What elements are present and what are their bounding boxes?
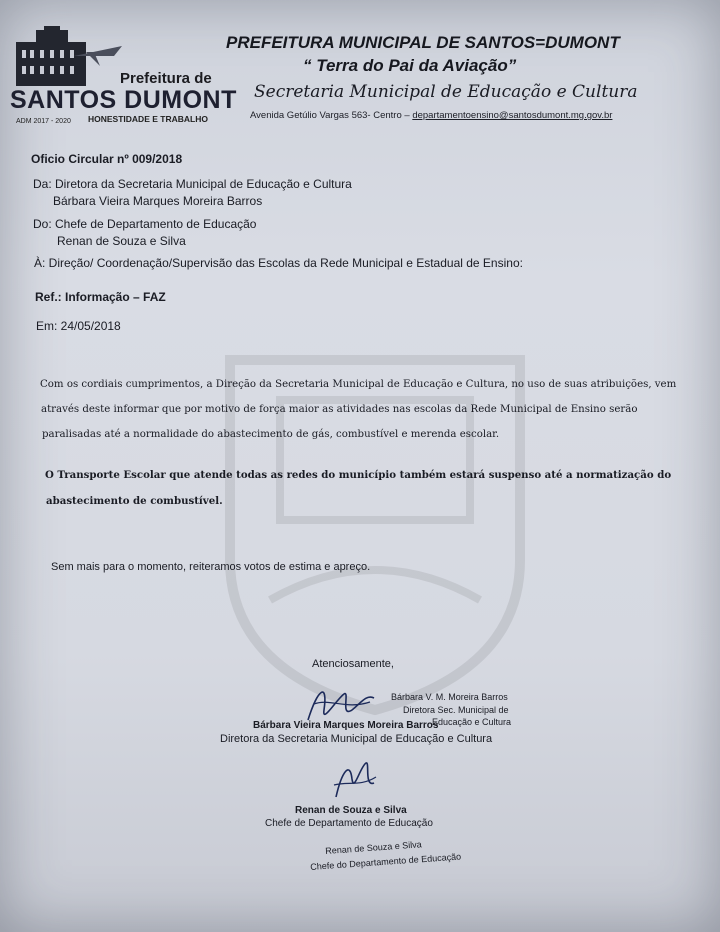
body-p2-line2: abastecimento de combustível. xyxy=(46,495,223,507)
letterhead-address xyxy=(250,110,612,121)
regards-text: Atenciosamente, xyxy=(312,658,394,670)
stamp1-line1: Bárbara V. M. Moreira Barros xyxy=(391,692,508,702)
letterhead-slogan: “ Terra do Pai da Aviação” xyxy=(303,56,517,75)
stamp1-line3: Educação e Cultura xyxy=(432,717,512,727)
body-p2-line1: O Transporte Escolar que atende todas as redes do município também estará suspenso até a normatização do xyxy=(45,469,672,481)
address-text: Avenida Getúlio Vargas 563- Centro – xyxy=(250,110,413,121)
sig2-title: Chefe de Departamento de Educação xyxy=(265,818,433,829)
sig2-name: Renan de Souza e Silva xyxy=(295,805,407,816)
stamp2-line1: Renan de Souza e Silva xyxy=(325,839,423,856)
memo-from-2-name: Renan de Souza e Silva xyxy=(57,234,186,248)
building-icon xyxy=(14,26,124,88)
sig1-title: Diretora da Secretaria Municipal de Educação e Cultura xyxy=(220,733,493,745)
stamp1-line2: Diretora Sec. Municipal de xyxy=(403,705,509,715)
logo-city-name: SANTOS DUMONT xyxy=(10,86,237,114)
body-p1-line1: Com os cordiais cumprimentos, a Direção da Secretaria Municipal de Educação e Cultura, no uso de suas atribuições, vem xyxy=(40,379,677,390)
memo-ref: Ref.: Informação – FAZ xyxy=(35,290,166,304)
memo-from-1-name: Bárbara Vieira Marques Moreira Barros xyxy=(53,194,263,208)
body-p1-line2: através deste informar que por motivo de força maior as atividades nas escolas da Rede Municipal de Ensino serão xyxy=(41,404,638,415)
logo-motto: HONESTIDADE E TRABALHO xyxy=(88,114,208,124)
email-link[interactable]: departamentoensino@santosdumont.mg.gov.br xyxy=(412,110,613,121)
logo-prefeitura-text: Prefeitura de xyxy=(120,70,212,87)
memo-date: Em: 24/05/2018 xyxy=(36,319,121,333)
memo-number: Oficio Circular nº 009/2018 xyxy=(31,152,183,166)
signature-renan xyxy=(330,757,380,803)
letterhead-title: PREFEITURA MUNICIPAL DE SANTOS=DUMONT xyxy=(226,33,620,52)
municipality-logo xyxy=(8,26,237,128)
body-p1-line3: paralisadas até a normalidade do abastecimento de gás, combustível e merenda escolar. xyxy=(42,429,500,440)
logo-adm-period: ADM 2017 - 2020 xyxy=(16,118,71,125)
memo-from-2: Do: Chefe de Departamento de Educação xyxy=(33,217,257,231)
body-closing: Sem mais para o momento, reiteramos votos de estima e apreço. xyxy=(51,561,371,573)
stamp2-line2: Chefe do Departamento de Educação xyxy=(310,851,462,872)
letterhead-department: Secretaria Municipal de Educação e Cultura xyxy=(254,82,638,102)
memo-from-1: Da: Diretora da Secretaria Municipal de Educação e Cultura xyxy=(33,177,352,191)
memo-to: À: Direção/ Coordenação/Supervisão das Escolas da Rede Municipal e Estadual de Ensino: xyxy=(34,256,523,270)
sig1-name: Bárbara Vieira Marques Moreira Barros xyxy=(253,720,439,731)
